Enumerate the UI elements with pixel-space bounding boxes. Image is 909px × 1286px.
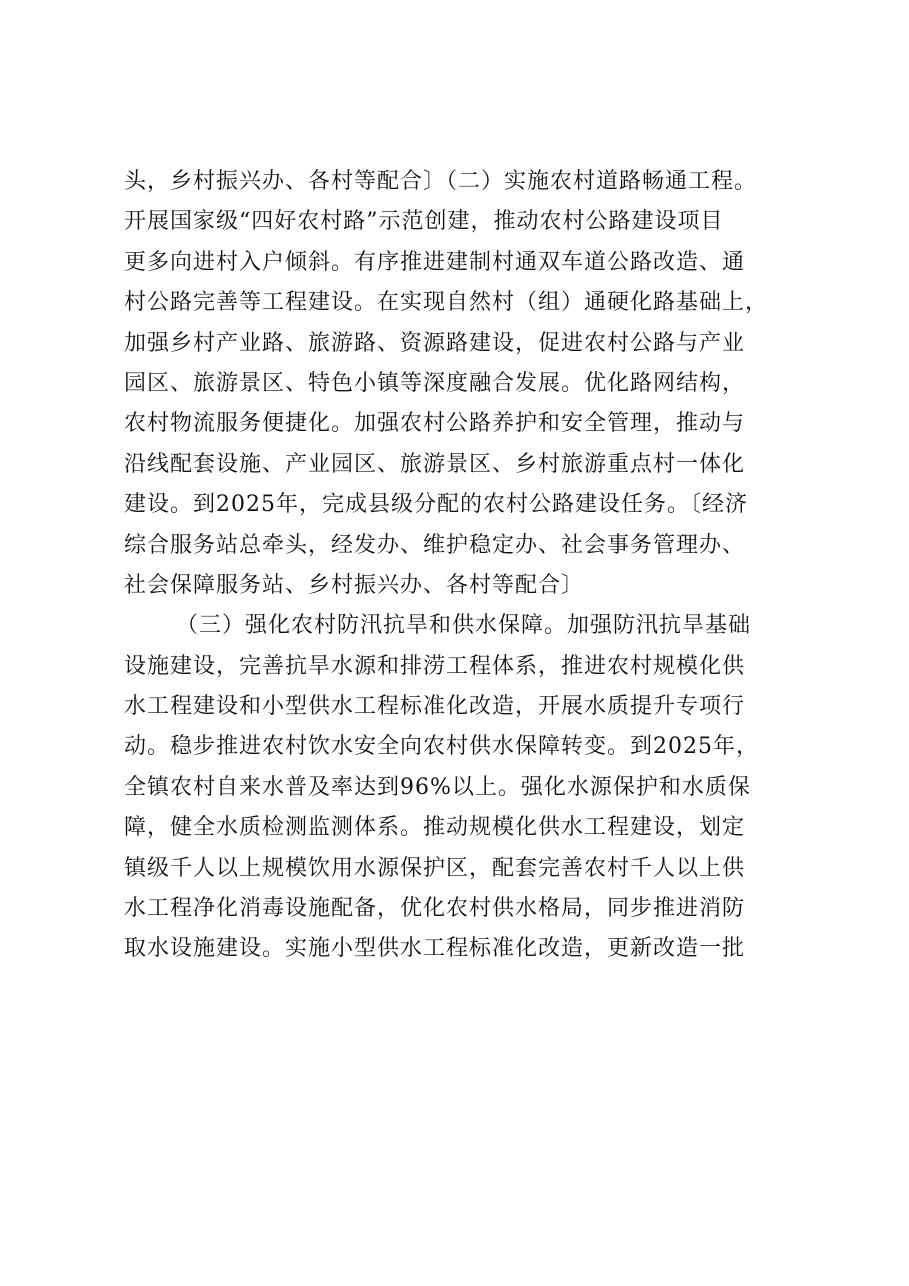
section-heading-line: （三）强化农村防汛抗旱和供水保障。加强防汛抗旱基础	[176, 613, 752, 639]
text-line-1: 头，乡村振兴办、各村等配合〕（二）实施农村道路畅通工程。	[124, 169, 758, 194]
text-line-7: 农村物流服务便捷化。加强农村公路养护和安全管理，推动与	[124, 411, 746, 437]
text-line-18: 镇级千人以上规模饮用水源保护区，配套完善农村千人以上供	[124, 855, 746, 881]
text-line-16: 全镇农村自来水普及率达到96%以上。强化水源保护和水质保	[124, 774, 751, 800]
body-text	[124, 162, 804, 970]
text-line-19: 水工程净化消毒设施配备，优化农村供水格局，同步推进消防	[124, 896, 746, 922]
text-line-4: 村公路完善等工程建设。在实现自然村（组）通硬化路基础上，	[124, 290, 769, 316]
text-line-5: 加强乡村产业路、旅游路、资源路建设，促进农村公路与产业	[124, 330, 746, 356]
text-line-20: 取水设施建设。实施小型供水工程标准化改造，更新改造一批	[124, 936, 746, 962]
text-line-13: 设施建设，完善抗旱水源和排涝工程体系，推进农村规模化供	[124, 653, 746, 679]
text-line-15: 动。稳步推进农村饮水安全向农村供水保障转变。到2025年，	[124, 734, 759, 760]
text-line-3: 更多向进村入户倾斜。有序推进建制村通双车道公路改造、通	[124, 249, 746, 275]
text-line-11: 社会保障服务站、乡村振兴办、各村等配合〕	[124, 572, 585, 598]
text-line-8: 沿线配套设施、产业园区、旅游景区、乡村旅游重点村一体化	[124, 451, 746, 477]
text-line-17: 障，健全水质检测监测体系。推动规模化供水工程建设，划定	[124, 815, 746, 841]
text-line-2: 开展国家级“四好农村路”示范创建，推动农村公路建设项目	[124, 209, 724, 235]
text-line-6: 园区、旅游景区、特色小镇等深度融合发展。优化路网结构，	[124, 370, 746, 396]
text-line-14: 水工程建设和小型供水工程标准化改造，开展水质提升专项行	[124, 694, 746, 720]
text-line-9: 建设。到2025年，完成县级分配的农村公路建设任务。〔经济	[124, 492, 748, 518]
text-line-10: 综合服务站总牵头，经发办、维护稳定办、社会事务管理办、	[124, 532, 746, 558]
